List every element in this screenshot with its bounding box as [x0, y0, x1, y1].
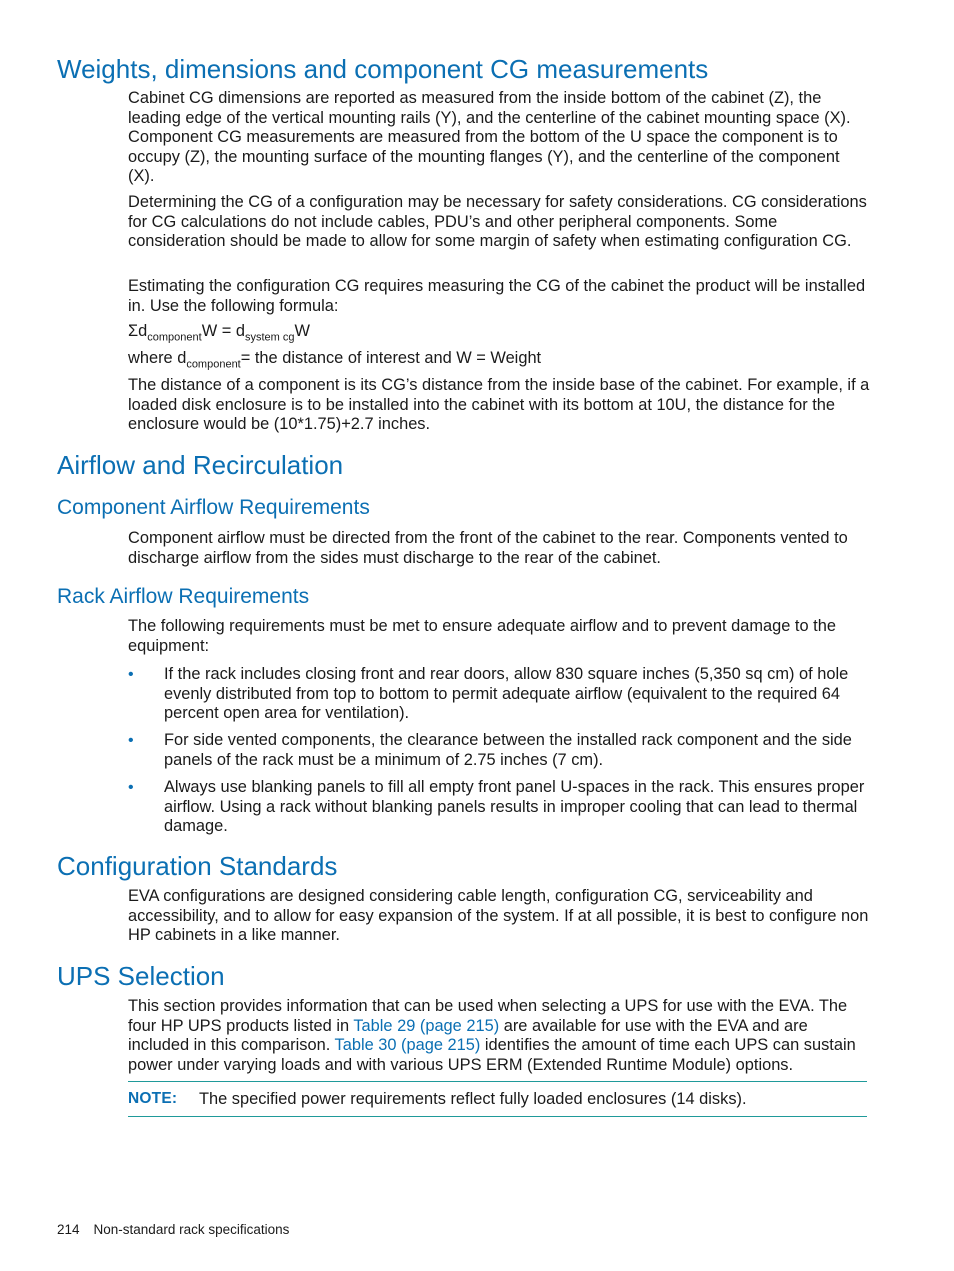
footer-chapter: Non-standard rack specifications — [93, 1222, 290, 1237]
paragraph-rack-airflow-intro: The following requirements must be met to ensure adequate airflow and to prevent damage to the equipment: — [128, 617, 836, 655]
formula — [128, 322, 870, 342]
bullet-text: For side vented components, the clearance between the installed rack component and the side panels of the rack must be a minimum of 2.75 inches (7 cm). — [164, 731, 852, 769]
bullet-text: If the rack includes closing front and rear doors, allow 830 square inches (5,350 sq cm) of hole evenly distributed from top to bottom to permit adequate airflow (equivalent to the required 64 percent open area for ventilation). — [164, 665, 849, 723]
paragraph-component-airflow: Component airflow must be directed from the front of the cabinet to the rear. Components vented to discharge airflow from the sides must discharge to the rear of the cabinet. — [128, 529, 848, 567]
heading-component-airflow: Component Airflow Requirements — [57, 496, 370, 519]
formula-end: W — [294, 322, 310, 340]
note-text: The specified power requirements reflect fully loaded enclosures (14 disks). — [199, 1090, 747, 1108]
paragraph-estimating-cg: Estimating the configuration CG requires measuring the CG of the cabinet the product will be installed in. Use the following formula: — [128, 277, 866, 315]
link-table-30[interactable]: Table 30 (page 215) — [334, 1036, 481, 1055]
heading-rack-airflow: Rack Airflow Requirements — [57, 585, 310, 608]
ups-text-2: are available for use with the EVA and are included in this comparison. — [128, 1016, 808, 1055]
bullet-text: Always use blanking panels to fill all empty front panel U-spaces in the rack. This ensures proper airflow. Using a rack without blanking panels results in improper cooling that can lead to thermal damage. — [164, 778, 865, 836]
ups-text-3: identifies the amount of time each UPS can sustain power under varying loads and with various UPS ERM (Extended Runtime Module) options. — [128, 1036, 856, 1074]
page-number: 214 — [57, 1222, 80, 1237]
page-footer — [57, 1222, 289, 1237]
formula-where — [128, 349, 870, 369]
paragraph-determining-cg: Determining the CG of a configuration may be necessary for safety considerations. CG considerations for CG calculations do not include cables, PDU’s and other peripheral components. Some consideration should be made to allow for some margin of safety when estimating configuration CG. — [128, 193, 867, 251]
where-sub: component — [186, 358, 241, 371]
heading-airflow: Airflow and Recirculation — [57, 450, 344, 480]
heading-weights: Weights, dimensions and component CG measurements — [57, 54, 709, 84]
heading-configuration-standards: Configuration Standards — [57, 851, 338, 881]
bullet-icon: • — [128, 779, 134, 796]
bullet-icon: • — [128, 732, 134, 749]
formula-sub-component: component — [147, 331, 202, 344]
formula-sub-system: system cg — [244, 331, 295, 344]
bullet-icon: • — [128, 666, 134, 683]
paragraph-configuration-standards: EVA configurations are designed considering cable length, configuration CG, serviceability and accessibility, and to allow for easy expansion of the system. If at all possible, it is best to configure non HP cabinets in a like manner. — [128, 887, 869, 945]
note-label: NOTE: — [128, 1090, 178, 1107]
heading-ups-selection: UPS Selection — [57, 961, 225, 991]
ups-text-1: This section provides information that can be used when selecting a UPS for use with the EVA. The four HP UPS products listed in — [128, 997, 848, 1035]
paragraph-ups-selection — [128, 997, 870, 1075]
note-box — [128, 1081, 867, 1117]
paragraph-cg-dimensions: Cabinet CG dimensions are reported as measured from the inside bottom of the cabinet (Z), the leading edge of the vertical mounting rails (Y), and the centerline of the cabinet mounting space (X). Component CG measurements are measured from the bottom of the U space the component is to occupy (Z), the mounting surface of the mounting flanges (Y), and the centerline of the component (X). — [128, 89, 851, 186]
link-table-29[interactable]: Table 29 (page 215) — [353, 1016, 500, 1035]
where-pre: where d — [128, 349, 187, 367]
formula-sigma-d: Σd — [128, 322, 148, 340]
paragraph-distance-example: The distance of a component is its CG’s distance from the inside base of the cabinet. For example, if a loaded disk enclosure is to be installed into the cabinet with its bottom at 10U, the distance for the enclosure would be (10*1.75)+2.7 inches. — [128, 376, 870, 434]
where-post: = the distance of interest and W = Weight — [240, 349, 542, 367]
formula-mid: W = d — [201, 322, 245, 340]
